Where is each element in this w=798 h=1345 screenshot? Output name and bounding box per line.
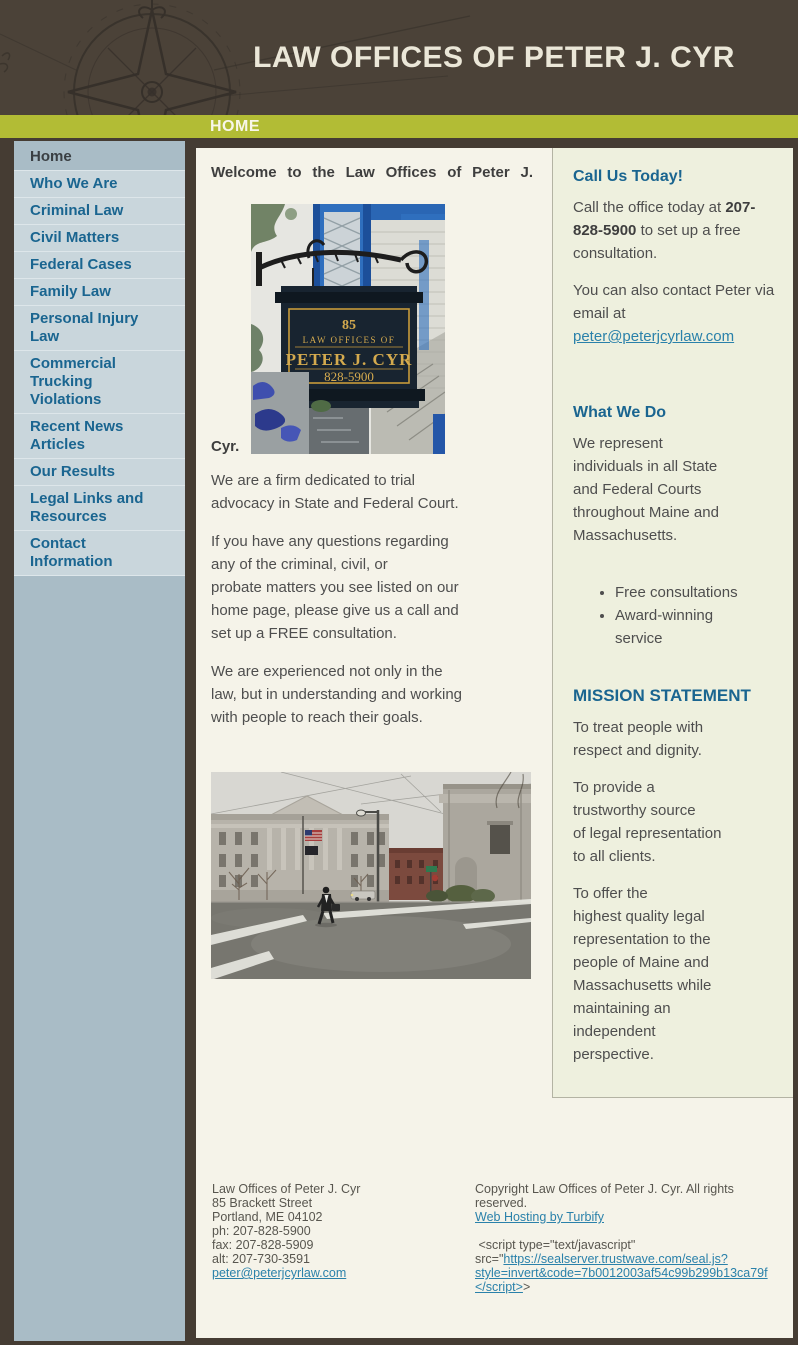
mission-paragraph: To offer the highest quality legal representation to the people of Maine and Massachusetts while maintaining an independent perspective. bbox=[573, 885, 712, 1063]
seal-url-link[interactable]: https://sealserver.trustwave.com/seal.js? bbox=[503, 1252, 728, 1266]
footer-phone: ph: 207-828-5900 bbox=[212, 1224, 311, 1238]
call-us-heading: Call Us Today! bbox=[573, 168, 683, 185]
sidebar-item-legal-links-and-resources[interactable]: Legal Links and Resources bbox=[14, 486, 185, 531]
sidebar-item-our-results[interactable]: Our Results bbox=[14, 459, 185, 486]
copyright-text: Copyright Law Offices of Peter J. Cyr. All rights reserved. bbox=[475, 1182, 734, 1210]
footer-email-link[interactable]: peter@peterjcyrlaw.com bbox=[212, 1266, 347, 1280]
hosting-link[interactable]: Web Hosting by Turbify bbox=[475, 1210, 604, 1224]
main-content bbox=[196, 148, 793, 1338]
email-link[interactable]: peter@peterjcyrlaw.com bbox=[573, 328, 735, 345]
seal-script-text: <script type="text/javascript" src="https://sealserver.trustwave.com/seal.js? style=invert&code=7b0012003af54c99b299b13ca79f </script>> bbox=[475, 1238, 768, 1294]
footer-city: Portland, ME 04102 bbox=[212, 1210, 323, 1224]
what-we-do-heading: What We Do bbox=[573, 404, 667, 421]
questions-paragraph: If you have any questions regarding any of the criminal, civil, or probate matters you see listed on our home page, please give us a call and set up a FREE consultation. bbox=[211, 533, 459, 642]
intro-paragraph: We are a firm dedicated to trial advocacy in State and Federal Court. bbox=[211, 472, 459, 512]
nav-home-link[interactable]: HOME bbox=[210, 118, 260, 135]
courthouse-street-photo bbox=[211, 772, 531, 979]
sidebar-item-who-we-are[interactable]: Who We Are bbox=[14, 171, 185, 198]
welcome-heading: Welcome to the Law Offices of Peter J. bbox=[211, 164, 533, 181]
sidebar-item-commercial-trucking-violations[interactable]: Commercial Trucking Violations bbox=[14, 351, 185, 414]
site-header bbox=[0, 0, 798, 115]
svg-text:PETER J. CYR: PETER J. CYR bbox=[285, 350, 413, 369]
email-paragraph: You can also contact Peter via email at peter@peterjcyrlaw.com bbox=[573, 282, 775, 345]
info-panel bbox=[552, 148, 793, 1098]
svg-text:828-5900: 828-5900 bbox=[324, 369, 375, 384]
sidebar-item-home[interactable]: Home bbox=[14, 144, 185, 171]
mission-statement-heading: MISSION STATEMENT bbox=[573, 686, 751, 705]
sidebar-item-personal-injury-law[interactable]: Personal Injury Law bbox=[14, 306, 185, 351]
welcome-heading-continued: Cyr. bbox=[211, 438, 240, 455]
list-item: • Award-winning service bbox=[615, 604, 779, 650]
call-us-paragraph: Call the office today at 207-828-5900 to set up a free consultation. bbox=[573, 199, 756, 262]
seal-url-link[interactable]: style=invert&code=7b0012003af54c99b299b13ca79f bbox=[475, 1266, 768, 1280]
list-item: • Free consultations bbox=[615, 581, 779, 604]
sidebar-item-civil-matters[interactable]: Civil Matters bbox=[14, 225, 185, 252]
svg-text:LAW OFFICES OF: LAW OFFICES OF bbox=[303, 335, 396, 345]
office-sign-photo bbox=[251, 204, 445, 454]
what-we-do-paragraph: We represent individuals in all State and Federal Courts throughout Maine and Massachusetts. bbox=[573, 435, 719, 544]
seal-close-link[interactable]: </script> bbox=[475, 1280, 523, 1294]
sidebar-nav bbox=[14, 141, 185, 1341]
sidebar-item-recent-news-articles[interactable]: Recent News Articles bbox=[14, 414, 185, 459]
phone-number: 207-828-5900 bbox=[573, 199, 756, 239]
mission-paragraph: To provide a trustworthy source of legal representation to all clients. bbox=[573, 779, 722, 865]
experience-paragraph: We are experienced not only in the law, but in understanding and working with people to reach their goals. bbox=[211, 663, 463, 726]
sidebar-item-federal-cases[interactable]: Federal Cases bbox=[14, 252, 185, 279]
page-title: LAW OFFICES OF PETER J. CYR bbox=[253, 40, 735, 74]
footer-copyright bbox=[475, 1182, 793, 1294]
article-column bbox=[211, 164, 533, 979]
footer-address bbox=[212, 1182, 462, 1280]
footer-firm-name: Law Offices of Peter J. Cyr bbox=[212, 1182, 361, 1196]
mission-paragraph: To treat people with respect and dignity. bbox=[573, 719, 704, 759]
services-list bbox=[615, 581, 779, 650]
top-nav bbox=[0, 115, 798, 138]
sidebar-item-contact-information[interactable]: Contact Information bbox=[14, 531, 185, 576]
footer-fax: fax: 207-828-5909 bbox=[212, 1238, 314, 1252]
welcome-row bbox=[211, 204, 533, 454]
sidebar-item-criminal-law[interactable]: Criminal Law bbox=[14, 198, 185, 225]
footer-alt-phone: alt: 207-730-3591 bbox=[212, 1252, 310, 1266]
sidebar-item-family-law[interactable]: Family Law bbox=[14, 279, 185, 306]
footer-street: 85 Brackett Street bbox=[212, 1196, 313, 1210]
svg-text:85: 85 bbox=[342, 318, 357, 333]
